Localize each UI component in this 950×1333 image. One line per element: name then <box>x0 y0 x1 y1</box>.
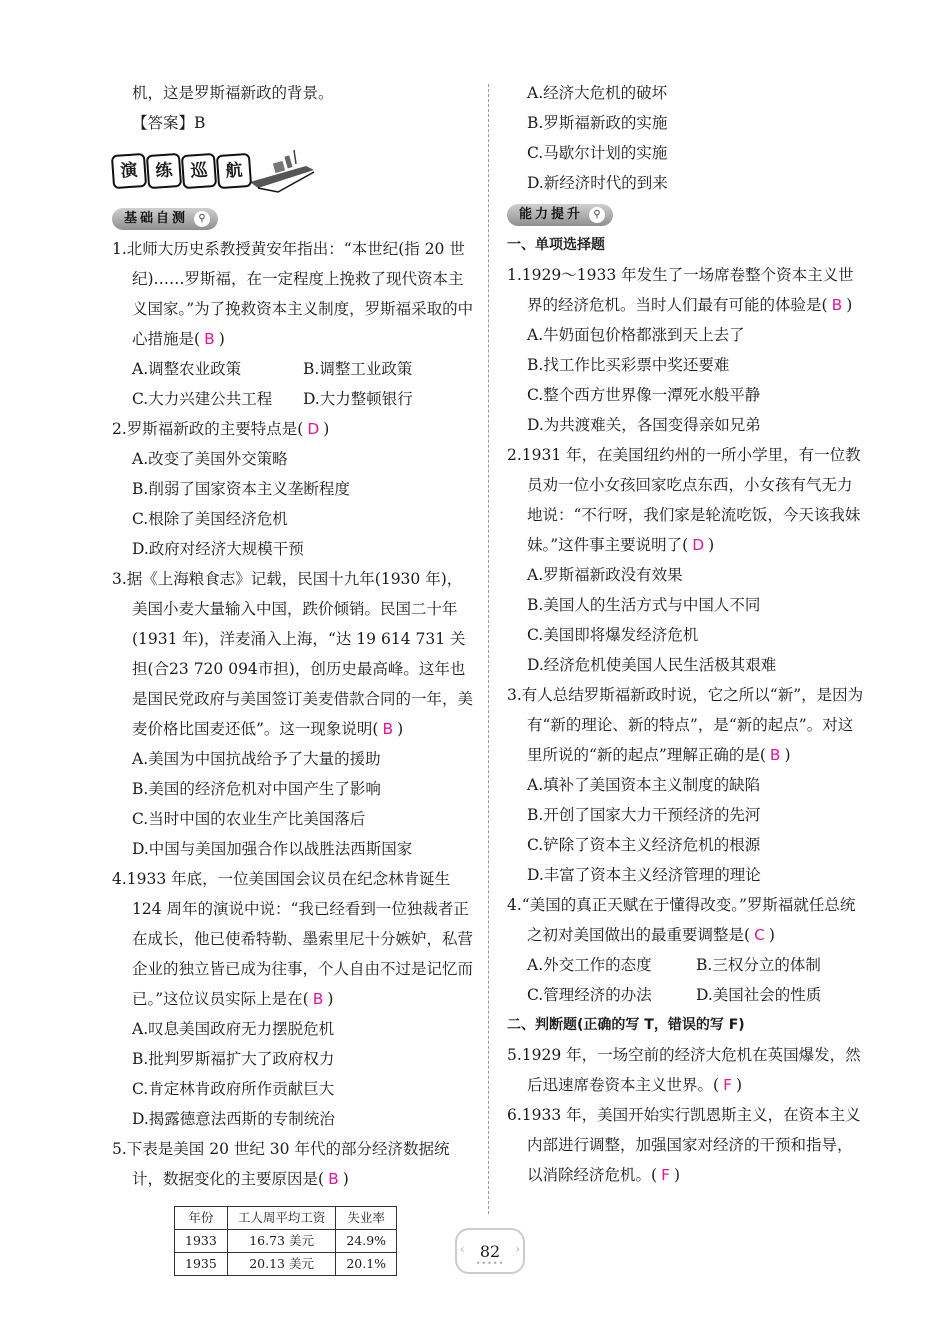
answer-mark: C <box>754 926 765 944</box>
option: C.整个西方世界像一潭死水般平静 <box>527 386 761 404</box>
answer-mark: B <box>204 330 215 348</box>
question-3 <box>507 680 865 890</box>
section-pill-label: 能力提升 <box>519 207 584 222</box>
option: B.调整工业政策 <box>303 360 413 378</box>
option: C.管理经济的办法 <box>527 986 652 1004</box>
option: B.美国人的生活方式与中国人不同 <box>527 596 761 614</box>
option: D.美国社会的性质 <box>696 986 822 1004</box>
question-stem: 2.罗斯福新政的主要特点是( <box>112 420 304 438</box>
section-pill-basic <box>112 208 218 230</box>
question-stem-end: ) <box>323 420 330 438</box>
practice-banner <box>112 146 474 196</box>
option: B.美国的经济危机对中国产生了影响 <box>132 780 381 798</box>
option-row <box>507 950 865 980</box>
option: C.铲除了资本主义经济危机的根源 <box>527 836 761 854</box>
question-stem-end: ) <box>846 296 853 314</box>
question-stem-end: ) <box>673 1166 681 1184</box>
table-header: 工人周平均工资 <box>227 1207 336 1230</box>
page-number-badge <box>455 1228 525 1274</box>
option: A.外交工作的态度 <box>527 956 652 974</box>
question-stem-end: ) <box>327 990 334 1008</box>
answer-mark: D <box>692 536 705 554</box>
answer-mark: F <box>661 1166 670 1184</box>
option: A.罗斯福新政没有效果 <box>527 566 683 584</box>
option: B.找工作比买彩票中奖还要难 <box>527 356 730 374</box>
option: B.批判罗斯福扩大了政府权力 <box>132 1050 335 1068</box>
option: C.肯定林肯政府所作贡献巨大 <box>132 1080 335 1098</box>
judge-question-5 <box>507 1040 865 1100</box>
question-stem-end: ) <box>397 720 404 738</box>
question-stem: 1.北师大历史系教授黄安年指出：“本世纪(指 20 世纪)……罗斯福，在一定程度上挽救了现代资本主义国家。”为了挽救资本主义制度，罗斯福采取的中心措施是( <box>112 240 474 348</box>
intro-line: 机，这是罗斯福新政的背景。 <box>132 84 334 102</box>
question-stem: 1.1929～1933 年发生了一场席卷整个资本主义世界的经济危机。当时人们最有可能的体验是( <box>507 266 854 314</box>
question-stem-end: ) <box>708 536 715 554</box>
option: A.牛奶面包价格都涨到天上去了 <box>527 326 745 344</box>
option: D.经济危机使美国人民生活极其艰难 <box>527 656 777 674</box>
question-1 <box>112 234 474 414</box>
option: B.罗斯福新政的实施 <box>527 114 668 132</box>
question-stem-end: ) <box>218 330 225 348</box>
option-row <box>112 354 474 384</box>
banner-chars <box>112 154 252 188</box>
chevron-left-icon: ‹ <box>460 1242 465 1256</box>
option: C.马歇尔计划的实施 <box>527 144 668 162</box>
question-stem-end: ) <box>784 746 791 764</box>
question-5 <box>112 1134 474 1276</box>
option: C.当时中国的农业生产比美国落后 <box>132 810 366 828</box>
answer-line: 【答案】B <box>132 114 206 132</box>
question-4 <box>112 864 474 1134</box>
option: D.新经济时代的到来 <box>527 174 668 192</box>
dots-decoration: ••••• <box>475 1259 505 1268</box>
option: B.三权分立的体制 <box>696 956 821 974</box>
option: D.揭露德意法西斯的专制统治 <box>132 1110 335 1128</box>
chevron-right-icon: › <box>515 1242 520 1256</box>
question-2 <box>507 440 865 680</box>
table-cell: 20.1% <box>336 1253 397 1276</box>
section-heading-judge: 二、判断题(正确的写 T，错误的写 F) <box>507 1017 745 1033</box>
answer-mark: B <box>312 990 324 1008</box>
economic-data-table <box>174 1206 397 1276</box>
page-number: 82 <box>479 1241 501 1261</box>
answer-mark: B <box>831 296 843 314</box>
answer-mark: B <box>769 746 781 764</box>
table-row <box>175 1253 397 1276</box>
banner-char: 演 <box>111 153 147 189</box>
option: D.政府对经济大规模干预 <box>132 540 304 558</box>
right-column <box>507 78 865 1190</box>
answer-mark: B <box>382 720 394 738</box>
answer-mark: F <box>723 1076 732 1094</box>
banner-char: 练 <box>146 153 182 189</box>
question-stem: 2.1931 年，在美国纽约州的一所小学里，有一位教员劝一位小女孩回家吃点东西，小女孩有气无力地说：“不行呀，我们家是轮流吃饭，今天该我妹妹。”这件事主要说明了( <box>507 446 861 554</box>
table-cell: 24.9% <box>336 1230 397 1253</box>
answer-mark: B <box>328 1170 339 1188</box>
question-stem: 3.据《上海粮食志》记载，民国十九年(1930 年)，美国小麦大量输入中国，跌价倾销。民国二十年(1931 年)，洋麦涌入上海，“达 19 614 731 关担(合23 720 094市担)，创历史最高峰。这年也是国民党政府与美国签订美麦借款合同的一年，美麦价格比国麦还低”。这一现象说明( <box>112 570 474 738</box>
question-stem: 5.下表是美国 20 世纪 30 年代的部分经济数据统计，数据变化的主要原因是( <box>112 1140 450 1188</box>
option: D.大力整顿银行 <box>303 390 413 408</box>
question-1 <box>507 260 865 440</box>
left-column <box>112 78 474 1276</box>
option: A.经济大危机的破坏 <box>527 84 668 102</box>
option: A.填补了美国资本主义制度的缺陷 <box>527 776 761 794</box>
judge-question-6 <box>507 1100 865 1190</box>
option-row <box>507 980 865 1010</box>
option: A.叹息美国政府无力摆脱危机 <box>132 1020 335 1038</box>
question-2 <box>112 414 474 564</box>
question-stem: 4.1933 年底，一位美国国会议员在纪念林肯诞生 124 周年的演说中说：“我已经看到一位独裁者正在成长，他已使希特勒、墨索里尼十分嫉妒，私营企业的独立皆已成为往事，个人自由不过是记忆而已。”这位议员实际上是在( <box>112 870 474 1008</box>
table-row <box>175 1230 397 1253</box>
table-cell: 16.73 美元 <box>227 1230 336 1253</box>
table-header: 年份 <box>175 1207 228 1230</box>
question-stem: 3.有人总结罗斯福新政时说，它之所以“新”，是因为有“新的理论、新的特点”，是“新的起点”。对这里所说的“新的起点”理解正确的是( <box>507 686 864 764</box>
question-stem-end: ) <box>735 1076 743 1094</box>
option: B.削弱了国家资本主义垄断程度 <box>132 480 350 498</box>
option-row <box>112 384 474 414</box>
option: C.大力兴建公共工程 <box>132 390 273 408</box>
question-stem: 6.1933 年，美国开始实行凯恩斯主义，在资本主义内部进行调整，加强国家对经济的干预和指导，以消除经济危机。( <box>507 1106 861 1184</box>
table-cell: 1933 <box>175 1230 228 1253</box>
table-cell: 1935 <box>175 1253 228 1276</box>
option: D.丰富了资本主义经济管理的理论 <box>527 866 761 884</box>
banner-char: 航 <box>216 153 252 189</box>
option: A.改变了美国外交策略 <box>132 450 288 468</box>
option: D.为共渡难关，各国变得亲如兄弟 <box>527 416 761 434</box>
section-heading-choice: 一、单项选择题 <box>507 237 605 253</box>
question-stem-end: ) <box>768 926 775 944</box>
option: A.美国为中国抗战给予了大量的援助 <box>132 750 381 768</box>
table-header-row <box>175 1207 397 1230</box>
question-4 <box>507 890 865 1010</box>
banner-char: 巡 <box>181 153 217 189</box>
option: C.根除了美国经济危机 <box>132 510 288 528</box>
question-3 <box>112 564 474 864</box>
question-stem: 4.“美国的真正天赋在于懂得改变。”罗斯福就任总统之初对美国做出的最重要调整是( <box>507 896 856 944</box>
magnifier-icon: ⚲ <box>589 207 605 223</box>
column-divider <box>488 84 489 1214</box>
table-header: 失业率 <box>336 1207 397 1230</box>
section-pill-advanced <box>507 204 613 226</box>
magnifier-icon: ⚲ <box>194 211 210 227</box>
answer-mark: D <box>307 420 320 438</box>
question-stem-end: ) <box>342 1170 349 1188</box>
section-pill-label: 基础自测 <box>124 211 189 226</box>
option: B.开创了国家大力干预经济的先河 <box>527 806 761 824</box>
option: C.美国即将爆发经济危机 <box>527 626 699 644</box>
ship-icon <box>248 148 318 194</box>
option: D.中国与美国加强合作以战胜法西斯国家 <box>132 840 413 858</box>
table-cell: 20.13 美元 <box>227 1253 336 1276</box>
option: A.调整农业政策 <box>132 360 242 378</box>
question-stem: 5.1929 年，一场空前的经济大危机在英国爆发，然后迅速席卷资本主义世界。( <box>507 1046 861 1094</box>
